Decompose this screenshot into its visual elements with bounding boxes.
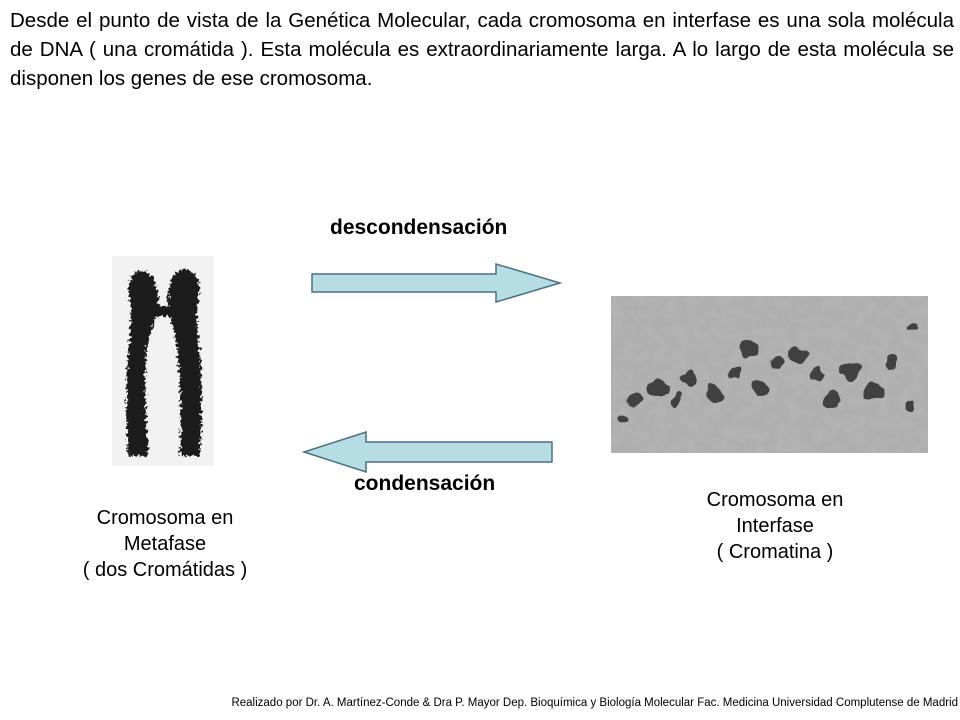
metaphase-chromosome-image [112,256,214,466]
descondensacion-label: descondensación [330,216,508,239]
credit-footer: Realizado por Dr. A. Martínez-Conde & Dra P. Mayor Dep. Bioquímica y Biología Molecular Fac. Medicina Universidad Complutense de Madrid [231,697,958,709]
descondensacion-arrow [310,262,564,304]
interphase-caption [650,487,900,565]
metaphase-caption-line1: Cromosoma en [96,507,234,529]
condensacion-label: condensación [354,472,496,495]
descondensacion-arrow-shape [312,264,560,302]
interphase-caption-line2: Interfase [736,515,814,537]
interphase-caption-line1: Cromosoma en [706,489,844,511]
condensacion-arrow-shape [304,432,552,472]
metaphase-caption-line3: ( dos Cromátidas ) [82,559,248,581]
metaphase-caption [40,505,290,583]
interphase-chromatin-image [611,296,928,453]
metaphase-caption-line2: Metafase [123,533,207,555]
condensacion-arrow [302,430,556,474]
intro-paragraph: Desde el punto de vista de la Genética Molecular, cada cromosoma en interfase es una sola molécula de DNA ( una cromátida ). Esta molécula es extraordinariamente larga. A lo largo de esta molécula se disponen los genes de ese cromosoma. [10,9,954,90]
interphase-caption-line3: ( Cromatina ) [716,541,834,563]
